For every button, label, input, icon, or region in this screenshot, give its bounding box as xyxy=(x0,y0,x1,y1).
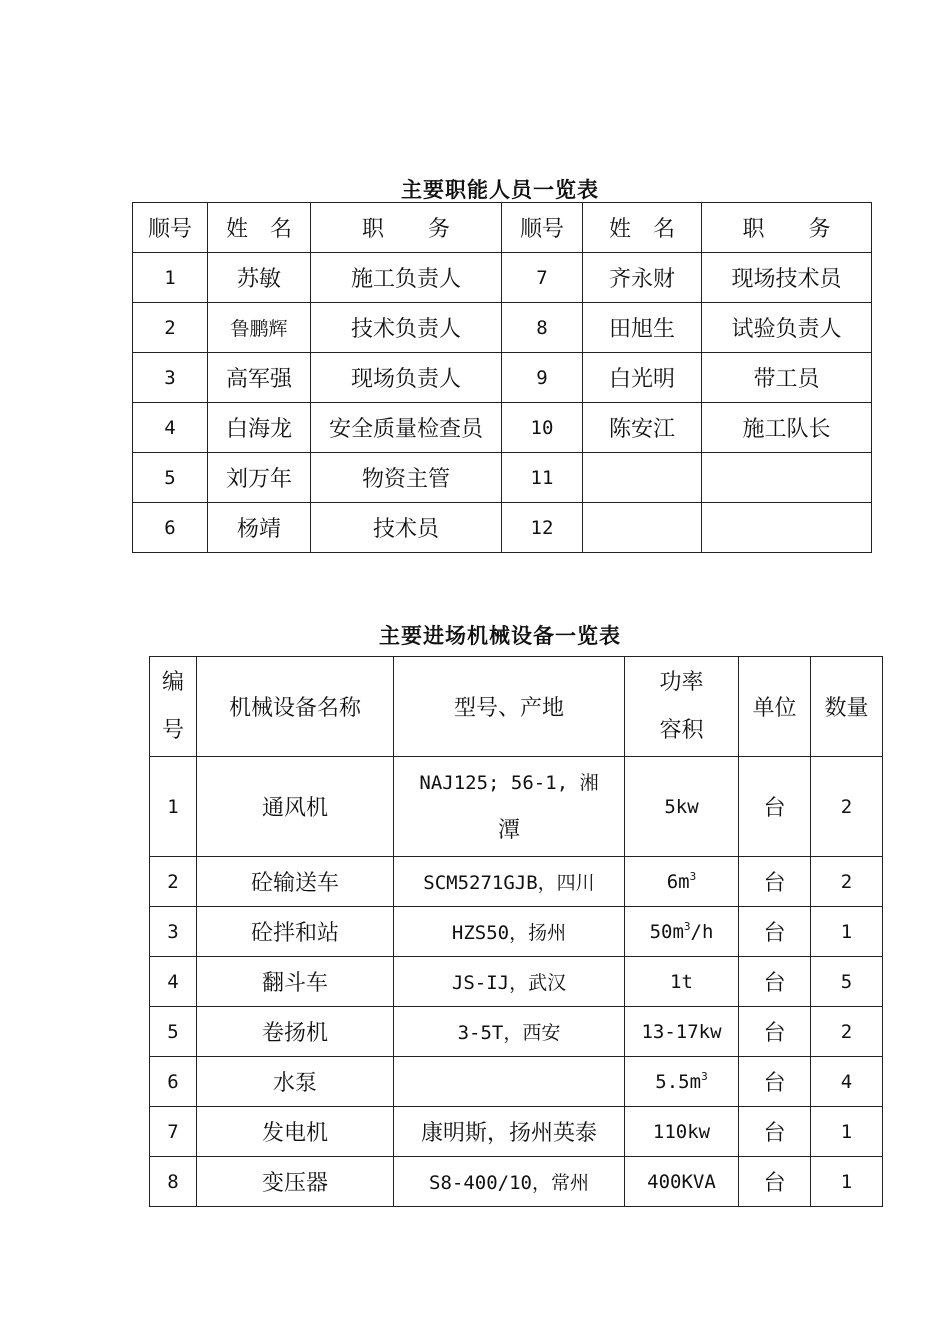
quantity-cell: 4 xyxy=(811,1057,883,1107)
header-number xyxy=(150,657,197,757)
position-cell: 技术员 xyxy=(311,503,502,553)
header-name: 姓 名 xyxy=(208,203,311,253)
seq-cell: 1 xyxy=(133,253,208,303)
model-cell: HZS50，扬州 xyxy=(394,907,625,957)
power-cell: $50m^3/h$ xyxy=(625,907,739,957)
seq-cell: 6 xyxy=(133,503,208,553)
equipment-name-cell: 砼输送车 xyxy=(197,857,394,907)
equipment-table xyxy=(149,656,883,1207)
seq-cell: 8 xyxy=(502,303,583,353)
table-row xyxy=(150,1107,883,1157)
unit-cell: 台 xyxy=(739,957,811,1007)
staff-table xyxy=(132,202,872,553)
header-power xyxy=(625,657,739,757)
table-row xyxy=(150,907,883,957)
unit-cell: 台 xyxy=(739,857,811,907)
header-number-line1: 编 xyxy=(161,669,184,695)
model-cell: 3-5T，西安 xyxy=(394,1007,625,1057)
staff-header-row xyxy=(133,203,872,253)
quantity-cell: 5 xyxy=(811,957,883,1007)
number-cell: 8 xyxy=(150,1157,197,1207)
name-cell: 田旭生 xyxy=(583,303,702,353)
position-cell: 施工队长 xyxy=(702,403,872,453)
quantity-cell: 1 xyxy=(811,907,883,957)
table-row xyxy=(150,957,883,1007)
equipment-name-cell: 变压器 xyxy=(197,1157,394,1207)
seq-cell: 2 xyxy=(133,303,208,353)
number-cell: 3 xyxy=(150,907,197,957)
header-seq: 顺号 xyxy=(133,203,208,253)
equipment-name-cell: 水泵 xyxy=(197,1057,394,1107)
header-seq: 顺号 xyxy=(502,203,583,253)
table-row xyxy=(133,303,872,353)
table-row xyxy=(150,757,883,857)
unit-cell: 台 xyxy=(739,1057,811,1107)
model-line1: NAJ125; 56-1, 湘 xyxy=(419,771,599,794)
quantity-cell: 2 xyxy=(811,1007,883,1057)
table-row xyxy=(150,1157,883,1207)
equipment-name-cell: 卷扬机 xyxy=(197,1007,394,1057)
model-line2: 潭 xyxy=(497,817,520,843)
equipment-name-cell: 翻斗车 xyxy=(197,957,394,1007)
name-cell: 齐永财 xyxy=(583,253,702,303)
seq-cell: 7 xyxy=(502,253,583,303)
table-row xyxy=(133,403,872,453)
model-cell xyxy=(394,1057,625,1107)
model-cell: SCM5271GJB，四川 xyxy=(394,857,625,907)
power-cell: 13-17kw xyxy=(625,1007,739,1057)
seq-cell: 9 xyxy=(502,353,583,403)
seq-cell: 3 xyxy=(133,353,208,403)
model-cell: S8-400/10，常州 xyxy=(394,1157,625,1207)
header-power-line2: 容积 xyxy=(659,717,704,743)
seq-cell: 5 xyxy=(133,453,208,503)
name-cell: 白光明 xyxy=(583,353,702,403)
name-cell: 杨靖 xyxy=(208,503,311,553)
seq-cell: 12 xyxy=(502,503,583,553)
power-cell: 400KVA xyxy=(625,1157,739,1207)
staff-table-title: 主要职能人员一览表 xyxy=(401,178,599,202)
name-cell: 鲁鹏辉 xyxy=(208,303,311,353)
seq-cell: 4 xyxy=(133,403,208,453)
name-cell: 陈安江 xyxy=(583,403,702,453)
table-row xyxy=(150,1007,883,1057)
quantity-cell: 2 xyxy=(811,857,883,907)
header-quantity: 数量 xyxy=(811,657,883,757)
position-cell: 现场负责人 xyxy=(311,353,502,403)
position-cell: 现场技术员 xyxy=(702,253,872,303)
name-cell xyxy=(583,453,702,503)
unit-cell: 台 xyxy=(739,907,811,957)
header-number-line2: 号 xyxy=(161,717,184,743)
unit-cell: 台 xyxy=(739,1157,811,1207)
table-row xyxy=(133,453,872,503)
name-cell: 白海龙 xyxy=(208,403,311,453)
power-cell: 1t xyxy=(625,957,739,1007)
position-cell xyxy=(702,453,872,503)
number-cell: 6 xyxy=(150,1057,197,1107)
name-cell: 刘万年 xyxy=(208,453,311,503)
equipment-header-row xyxy=(150,657,883,757)
header-position: 职 务 xyxy=(702,203,872,253)
header-name: 姓 名 xyxy=(583,203,702,253)
equipment-name-cell: 通风机 xyxy=(197,757,394,857)
table-row xyxy=(133,253,872,303)
power-cell: 110kw xyxy=(625,1107,739,1157)
number-cell: 2 xyxy=(150,857,197,907)
seq-cell: 11 xyxy=(502,453,583,503)
number-cell: 7 xyxy=(150,1107,197,1157)
header-model-origin: 型号、产地 xyxy=(394,657,625,757)
position-cell xyxy=(702,503,872,553)
name-cell: 高军强 xyxy=(208,353,311,403)
quantity-cell: 1 xyxy=(811,1157,883,1207)
power-cell: 5kw xyxy=(625,757,739,857)
power-cell: $5.5m^3$ xyxy=(625,1057,739,1107)
header-power-line1: 功率 xyxy=(659,669,704,695)
table-row xyxy=(133,503,872,553)
position-cell: 物资主管 xyxy=(311,453,502,503)
model-cell xyxy=(394,757,625,857)
header-equipment-name: 机械设备名称 xyxy=(197,657,394,757)
number-cell: 5 xyxy=(150,1007,197,1057)
power-cell: $6m^3$ xyxy=(625,857,739,907)
name-cell: 苏敏 xyxy=(208,253,311,303)
quantity-cell: 2 xyxy=(811,757,883,857)
table-row xyxy=(133,353,872,403)
number-cell: 4 xyxy=(150,957,197,1007)
position-cell: 安全质量检查员 xyxy=(311,403,502,453)
name-cell xyxy=(583,503,702,553)
model-cell: 康明斯，扬州英泰 xyxy=(394,1107,625,1157)
unit-cell: 台 xyxy=(739,1107,811,1157)
quantity-cell: 1 xyxy=(811,1107,883,1157)
equipment-table-title: 主要进场机械设备一览表 xyxy=(379,624,621,648)
table-row xyxy=(150,857,883,907)
unit-cell: 台 xyxy=(739,1007,811,1057)
unit-cell: 台 xyxy=(739,757,811,857)
seq-cell: 10 xyxy=(502,403,583,453)
position-cell: 技术负责人 xyxy=(311,303,502,353)
equipment-name-cell: 砼拌和站 xyxy=(197,907,394,957)
position-cell: 施工负责人 xyxy=(311,253,502,303)
number-cell: 1 xyxy=(150,757,197,857)
model-cell: JS-IJ，武汉 xyxy=(394,957,625,1007)
table-row xyxy=(150,1057,883,1107)
position-cell: 试验负责人 xyxy=(702,303,872,353)
header-position: 职 务 xyxy=(311,203,502,253)
position-cell: 带工员 xyxy=(702,353,872,403)
equipment-name-cell: 发电机 xyxy=(197,1107,394,1157)
header-unit: 单位 xyxy=(739,657,811,757)
